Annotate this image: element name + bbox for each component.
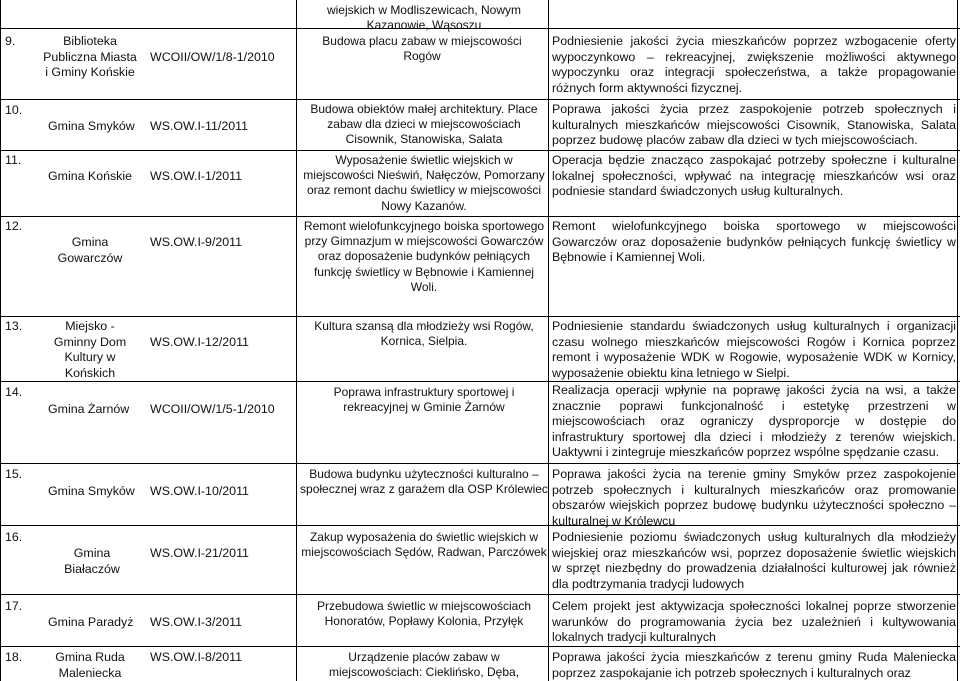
- row-divider: [0, 99, 960, 100]
- project-title: Budowa obiektów małej architektury. Place zabaw dla dzieci w miejscowościach Cisownik, Stanowiska, Salata: [310, 102, 538, 147]
- contract-number: WS.OW.I-1/2011: [150, 169, 243, 183]
- row-number: 17.: [5, 599, 23, 613]
- beneficiary-name: Gmina Smyków: [48, 484, 135, 498]
- project-description: Poprawa jakości życia na terenie gminy Smyków przez zaspokojenie potrzeb społecznych i kulturalnych mieszkańców oraz promowanie obszarów wiejskich poprzez budowę budynku użyteczności społeczno – kulturalnej w Królewcu: [552, 467, 956, 528]
- row-number: 18.: [5, 650, 23, 664]
- beneficiary-name: Gmina Ruda Maleniecka: [55, 650, 125, 680]
- contract-number: WS.OW.I-11/2011: [150, 119, 249, 133]
- project-title: Wyposażenie świetlic wiejskich w miejscowości Nieświń, Nałęczów, Pomorzany oraz remont dachu świetlicy w miejscowości Nowy Kazanów.: [303, 153, 545, 213]
- project-description: Podniesienie standardu świadczonych usług kulturalnych i organizacji czasu wolnego mieszkańców miejscowości Rogów i Kornica poprzez remont i wyposażenie WDK w Rogowie, wyposażenie WDK w Kornicy, wyposażenie obiektu kina letniego w Sielpi.: [552, 319, 956, 380]
- project-title: Zakup wyposażenia do świetlic wiejskich w miejscowościach Sędów, Radwan, Parczówek: [301, 530, 547, 560]
- beneficiary-name: Gmina Gowarczów: [57, 235, 123, 265]
- row-number: 10.: [5, 103, 23, 117]
- beneficiary-name: Gmina Końskie: [48, 169, 133, 183]
- row-number: 13.: [5, 319, 23, 333]
- project-description: Poprawa jakości życia przez zaspokojenie potrzeb społecznych i kulturalnych mieszkańców miejscowości Cisownik, Stanowiska, Salata poprzez budowę placów zabaw dla dzieci w tych miejscowościach.: [552, 102, 956, 148]
- row-number: 9.: [5, 34, 16, 48]
- column-divider: [296, 0, 297, 681]
- project-title: Kultura szansą dla młodzieży wsi Rogów, Kornica, Sielpia.: [314, 319, 534, 349]
- column-divider: [548, 0, 549, 681]
- beneficiary-name: Miejsko - Gminny Dom Kultury w Końskich: [53, 319, 127, 380]
- row-divider: [0, 646, 960, 647]
- row-divider: [0, 150, 960, 151]
- project-title: Remont wielofunkcyjnego boiska sportowego przy Gimnazjum w miejscowości Gowarczów oraz doposażenie budynków pełniących funkcję świetlicy w Bębnowie i Kamiennej Woli.: [303, 219, 545, 294]
- row-divider: [0, 216, 960, 217]
- row-divider: [0, 463, 960, 464]
- project-description: Realizacja operacji wpłynie na poprawę jakości życia na wsi, a także znacznie poprawi funkcjonalność i estetykę przestrzeni w miejscowościach oraz ograniczy dysproporcje w dostępie do infrastruktury sportowej dla dzieci i młodzieży z terenów wiejskich. Uaktywni i zintegruje mieszkańców poprzez wspólne spędzanie czasu.: [552, 383, 956, 460]
- contract-number: WS.OW.I-10/2011: [150, 484, 249, 498]
- row-number: 12.: [5, 219, 23, 233]
- row-divider: [0, 594, 960, 595]
- contract-number: WS.OW.I-8/2011: [150, 650, 243, 664]
- beneficiary-name: Gmina Paradyż: [48, 615, 134, 629]
- project-title: Poprawa infrastruktury sportowej i rekreacyjnej w Gminie Żarnów: [333, 385, 515, 415]
- row-number: 14.: [5, 385, 23, 399]
- project-description: Operacja będzie znacząco zaspokajać potrzeby społeczne i kulturalne lokalnej społeczności, wpływać na integrację mieszkańców wsi oraz podniesie standard świadczonych usług kulturalnych.: [552, 153, 956, 199]
- beneficiary-name: Gmina Żarnów: [48, 402, 130, 416]
- project-description: Poprawa jakości życia mieszkańców z terenu gminy Ruda Maleniecka poprzez zaspokajanie ich potrzeb społecznych i kulturalnych oraz: [552, 650, 956, 680]
- contract-number: WCOII/OW/1/5-1/2010: [150, 402, 275, 416]
- row-number: 15.: [5, 467, 23, 481]
- table-border-right: [957, 0, 958, 681]
- project-title: Urządzenie placów zabaw w miejscowościach: Cieklińsko, Dęba,: [328, 650, 520, 680]
- row-divider: [0, 316, 960, 317]
- contract-number: WS.OW.I-21/2011: [150, 546, 249, 560]
- row-number: 11.: [5, 153, 22, 167]
- project-description: Celem projekt jest aktywizacja społeczności lokalnej poprze stworzenie warunków do programowania życia bez uzależnień i kultywowania lokalnych tradycji kulturalnych: [552, 599, 956, 645]
- beneficiary-name: Biblioteka Publiczna Miasta i Gminy Końskie: [43, 34, 137, 80]
- project-title: Budowa placu zabaw w miejscowości Rogów: [322, 34, 522, 64]
- project-title: Budowa budynku użyteczności kulturalno – społecznej wraz z garażem dla OSP Królewiec: [300, 467, 548, 497]
- row-number: 16.: [5, 530, 23, 544]
- project-description: Remont wielofunkcyjnego boiska sportowego w miejscowości Gowarczów oraz doposażenie budynków pełniących funkcję świetlicy w Bębnowie i Kamiennej Woli.: [552, 219, 956, 265]
- project-description: Podniesienie poziomu świadczonych usług kulturalnych dla młodzieży wiejskiej oraz mieszkańców wsi, poprzez doposażenie świetlic wiejskich w sprzęt niezbędny do prowadzenia działalności kulturowej jak również dla podtrzymania tradycji ludowych: [552, 530, 956, 591]
- contract-number: WS.OW.I-9/2011: [150, 235, 243, 249]
- table-border-left: [0, 0, 1, 681]
- beneficiary-name: Gmina Smyków: [48, 119, 135, 133]
- contract-number: WS.OW.I-3/2011: [150, 615, 243, 629]
- project-description: Podniesienie jakości życia mieszkańców poprzez wzbogacenie oferty wypoczynkowo – rekreacyjnej, zwiększenie możliwości aktywnego wypoczynku oraz integracji społeczeństwa, a także propagowanie różnych form aktywności fizycznej.: [552, 34, 956, 95]
- beneficiary-name: Gmina Białaczów: [64, 546, 120, 576]
- project-title: Przebudowa świetlic w miejscowościach Honoratów, Popławy Kolonia, Przyłęk: [316, 599, 532, 629]
- contract-number: WCOII/OW/1/8-1/2010: [150, 50, 275, 64]
- project-continuation: wiejskich w Modliszewicach, Nowym Kazanowie, Wąsoszu: [326, 3, 522, 33]
- contract-number: WS.OW.I-12/2011: [150, 335, 249, 349]
